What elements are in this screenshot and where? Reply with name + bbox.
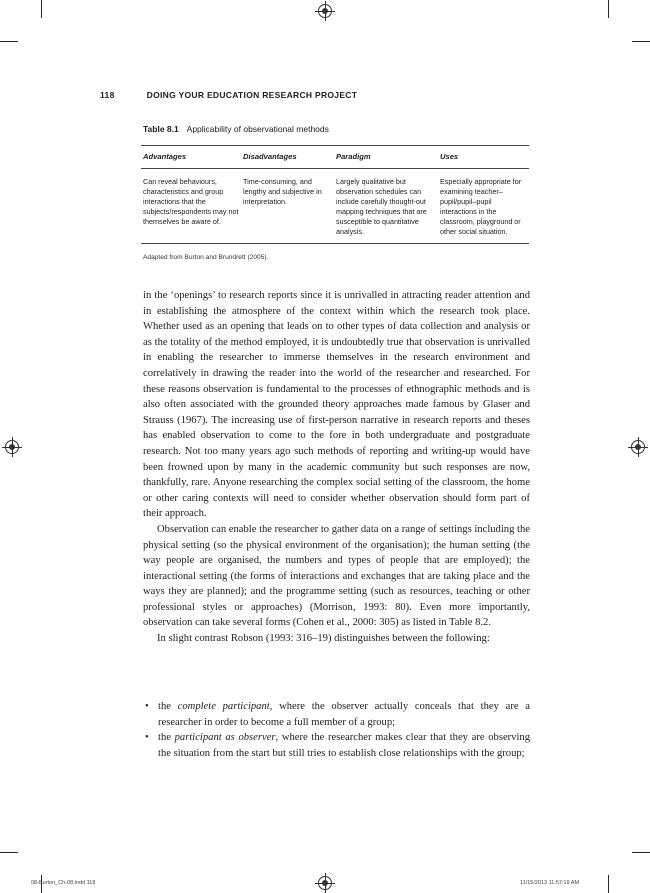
- paragraph-1: in the ‘openings’ to research reports since it is unrivalled in attracting reader attention and in establishing the atmosphere of the context within which the research took place. Whether used as an opening that leads on to other types of data collection and analysis or as the totality of the method employed, it is undoubtedly true that observation is unrivalled in enabling the researcher to immerse themselves in the research environment and correlatively in drawing the reader into the world of the researcher and researched. For these reasons observation is fundamental to the processes of ethnographic methods and is also often associated with the grounded theory approaches made famous by Glaser and Strauss (1967). The increasing use of first-person narrative in research reports and theses has enabled observation to come to the fore in both undergraduate and postgraduate research. Not too many years ago such methods of reporting and writing-up would have been frowned upon by many in the academic community but such responses are now, thankfully, rare. Anyone researching the complex social setting of the classroom, the home or other caring contexts will need to consider whether observation should form part of their approach.: [143, 290, 530, 520]
- page-number: 118: [100, 90, 115, 100]
- slug-left: 08-Burton_Ch-08.indd 118: [31, 880, 96, 886]
- paragraph-2: Observation can enable the researcher to gather data on a range of settings including the physical setting (so the physical environment of the organisation); the human setting (the way people are organised, the numbers and types of people that are employed); the interactional setting (the forms of interactions and exchanges that are taking place and the ways they are planned); and the programme setting (such as resources, teaching or other professional styles or approaches) (Morrison, 1993: 80). Even more importantly, observation can take several forms (Cohen et al., 2000: 305) as listed in Table 8.2.: [143, 523, 530, 629]
- list-item-term: complete participant: [177, 701, 270, 712]
- table-label: Table 8.1: [143, 124, 179, 134]
- table-caption: [143, 124, 329, 134]
- body-text: [143, 288, 530, 647]
- table-row: [141, 169, 529, 244]
- registration-mark-icon: [5, 440, 19, 454]
- crop-mark-icon: [632, 852, 650, 853]
- crop-mark-icon: [608, 875, 609, 893]
- slug-right: 11/15/2013 11:57:19 AM: [520, 880, 580, 886]
- column-header-uses: Uses: [438, 146, 529, 169]
- column-header-disadvantages: Disadvantages: [241, 146, 334, 169]
- running-title: DOING YOUR EDUCATION RESEARCH PROJECT: [146, 90, 358, 100]
- crop-mark-icon: [0, 852, 18, 853]
- crop-mark-icon: [632, 41, 650, 42]
- cell-uses: Especially appropriate for examining teacher–pupil/pupil–pupil interactions in the classroom, playground or other social situation.: [438, 169, 529, 244]
- cell-advantages: Can reveal behaviours, characteristics and group interactions that the subjects/respondents may not themselves be aware of.: [141, 169, 241, 244]
- crop-mark-icon: [41, 0, 42, 18]
- list-item: • the participant as observer, where the researcher makes clear that they are observing the situation from the start but still tries to establish close relationships with the group;: [143, 730, 530, 761]
- list-item: • the complete participant, where the observer actually conceals that they are a researcher in order to become a full member of a group;: [143, 699, 530, 730]
- registration-mark-icon: [318, 876, 332, 890]
- registration-mark-icon: [318, 4, 332, 18]
- table-caption-text: Applicability of observational methods: [186, 124, 329, 134]
- table-header-row: [141, 146, 529, 169]
- cell-disadvantages: Time-consuming, and lengthy and subjective in interpretation.: [241, 169, 334, 244]
- list-item-term: participant as observer: [174, 732, 276, 744]
- table-source-note: Adapted from Burton and Brundrett (2005).: [143, 254, 269, 261]
- bullet-list: [143, 699, 530, 761]
- column-header-paradigm: Paradigm: [334, 146, 438, 169]
- running-header: [100, 90, 357, 100]
- column-header-advantages: Advantages: [141, 146, 241, 169]
- crop-mark-icon: [608, 0, 609, 18]
- cell-paradigm: Largely qualitative but observation schedules can include carefully thought-out mapping techniques that are susceptible to quantitative analysis.: [334, 169, 438, 244]
- paragraph-3: In slight contrast Robson (1993: 316–19) distinguishes between the following:: [157, 633, 490, 645]
- registration-mark-icon: [631, 440, 645, 454]
- crop-mark-icon: [0, 41, 18, 42]
- observational-methods-table: [141, 145, 529, 244]
